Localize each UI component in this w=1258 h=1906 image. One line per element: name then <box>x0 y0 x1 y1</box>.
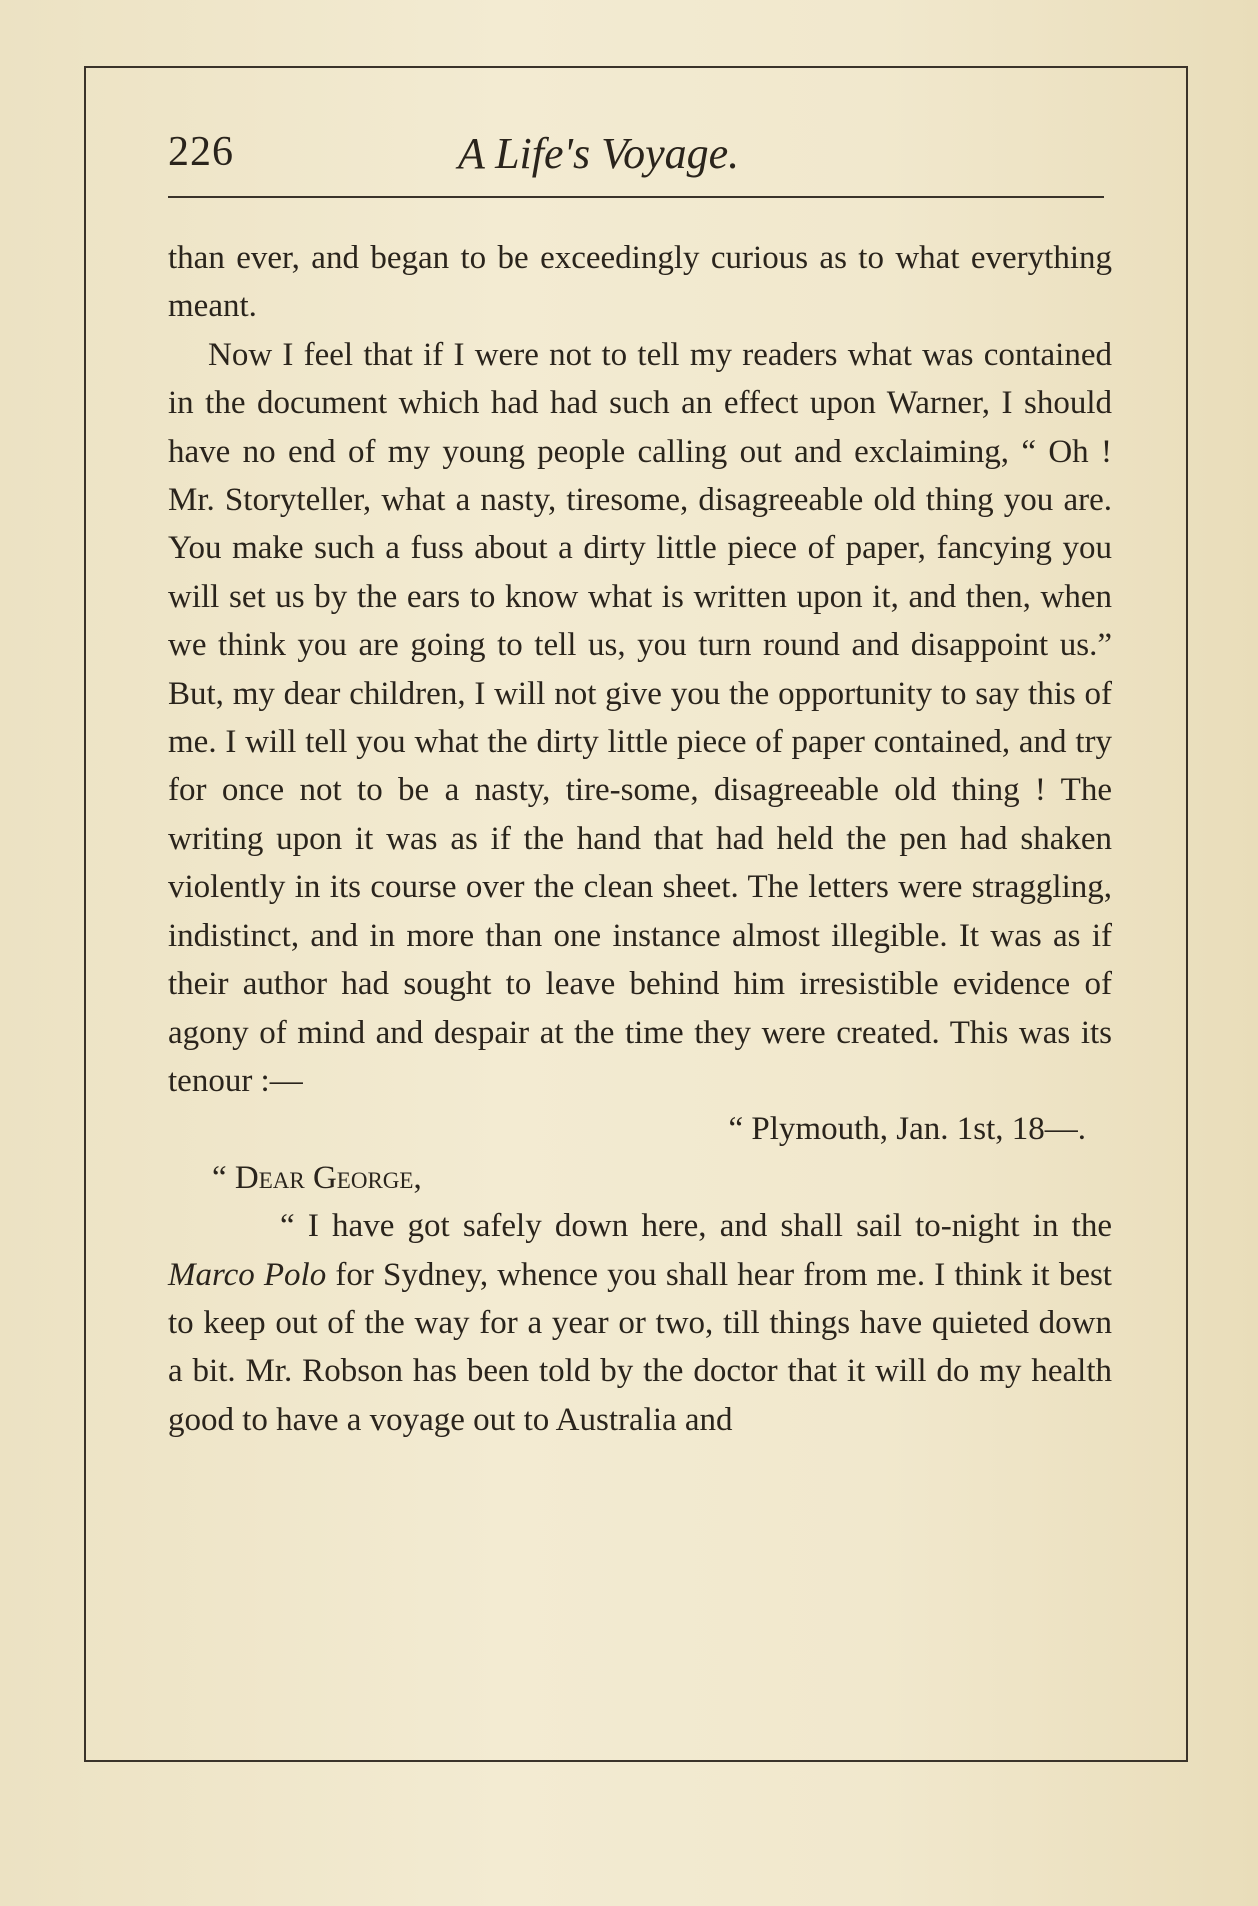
ship-name: Marco Polo <box>168 1256 327 1293</box>
letter-salutation: “ Dear George, <box>212 1159 422 1196</box>
header-rule <box>168 196 1104 198</box>
letter-body <box>168 1202 1112 1444</box>
letter-dateline: “ Plymouth, Jan. 1st, 18—. <box>728 1111 1086 1148</box>
letter-text-continued: for Sydney, whence you shall hear from me. I think it best to keep out of the way for a year or two, till things have quieted down a bit. Mr. Robson has been told by the doctor that it will do my health good to have a voyage out to Australia and <box>168 1256 1112 1438</box>
paragraph-storyteller: Now I feel that if I were not to tell my readers what was contained in the document which had had such an effect upon Warner, I should have no end of my young people calling out and exclaiming, “ Oh ! Mr. Storyteller, what a nasty, tiresome, disagreeable old thing you are. You make such a fuss about a dirty little piece of paper, fancying you will set us by the ears to know what is written upon it, and then, when we think you are going to tell us, you turn round and disappoint us.” But, my dear children, I will not give you the opportunity to say this of me. I will tell you what the dirty little piece of paper contained, and try for once not to be a nasty, tire-some, disagreeable old thing ! The writing upon it was as if the hand that had held the pen had shaken violently in its course over the clean sheet. The letters were straggling, indistinct, and in more than one instance almost illegible. It was as if their author had sought to leave behind him irresistible evidence of agony of mind and despair at the time they were created. This was its tenour :— <box>168 336 1112 1099</box>
body-text <box>168 234 1112 1444</box>
running-title: A Life's Voyage. <box>458 129 740 178</box>
page-header <box>168 128 1108 188</box>
letter-text-start: “ I have got safely down here, and shall sail to-night in the <box>280 1208 1112 1245</box>
page-number: 226 <box>168 129 234 175</box>
paragraph-continued: than ever, and began to be exceedingly curious as to what everything meant. <box>168 240 1112 325</box>
